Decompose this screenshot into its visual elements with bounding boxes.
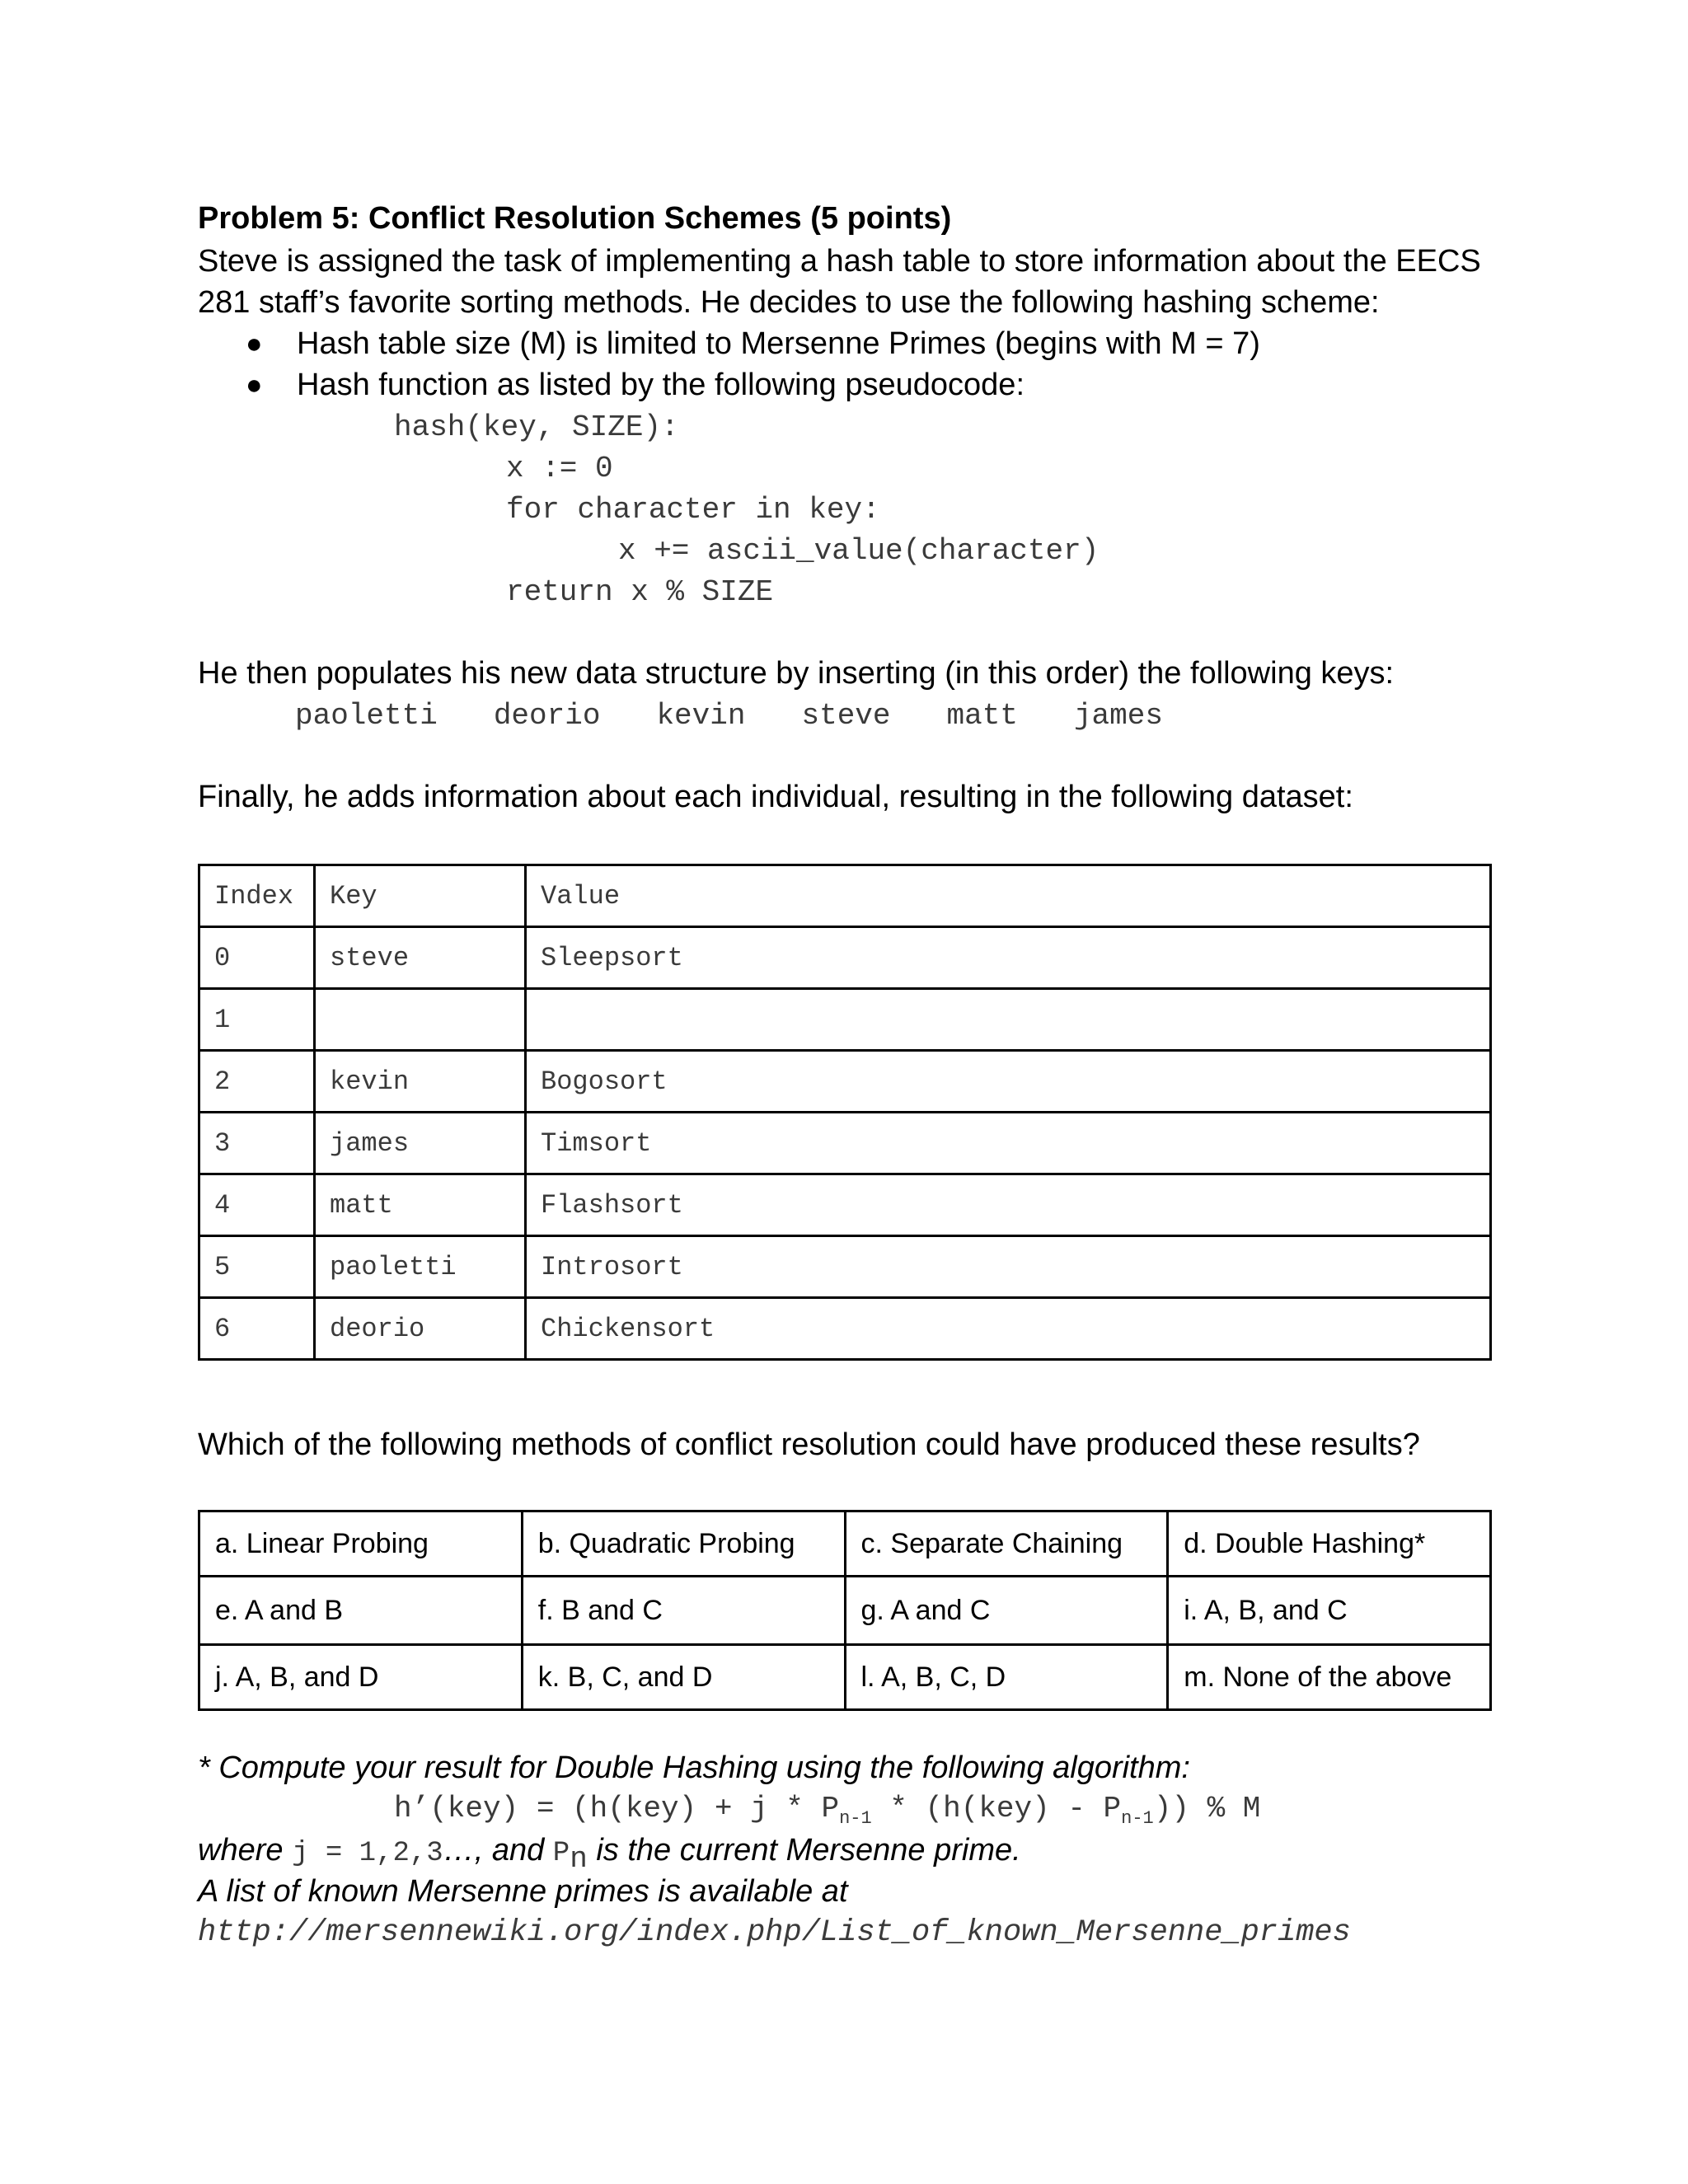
cell-index: 2 bbox=[199, 1051, 315, 1113]
header-index: Index bbox=[199, 865, 315, 927]
formula-subscript-1: n-1 bbox=[839, 1808, 872, 1829]
cell-index: 5 bbox=[199, 1236, 315, 1298]
code-line-return: return x % SIZE bbox=[506, 575, 774, 609]
code-line-init: x := 0 bbox=[506, 452, 613, 485]
cell-value: Introsort bbox=[526, 1236, 1491, 1298]
cell-value: Chickensort bbox=[526, 1298, 1491, 1360]
option-i[interactable]: i. A, B, and C bbox=[1168, 1577, 1491, 1645]
cell-index: 1 bbox=[199, 989, 315, 1051]
key-james: james bbox=[1073, 699, 1163, 733]
option-d[interactable]: d. Double Hashing* bbox=[1168, 1511, 1491, 1577]
cell-key: deorio bbox=[315, 1298, 526, 1360]
key-steve: steve bbox=[801, 699, 891, 733]
option-j[interactable]: j. A, B, and D bbox=[199, 1645, 523, 1710]
cell-index: 4 bbox=[199, 1174, 315, 1236]
finally-text: Finally, he adds information about each individual, resulting in the following dataset: bbox=[198, 780, 1353, 814]
options-row bbox=[199, 1577, 1491, 1645]
table-row bbox=[199, 1113, 1491, 1174]
cell-index: 3 bbox=[199, 1113, 315, 1174]
intro-line-2: 281 staff’s favorite sorting methods. He decides to use the following hashing scheme: bbox=[198, 285, 1380, 320]
option-e[interactable]: e. A and B bbox=[199, 1577, 523, 1645]
cell-key: steve bbox=[315, 927, 526, 989]
table-row bbox=[199, 1051, 1491, 1113]
where-and: …, and bbox=[443, 1833, 553, 1868]
cell-key: matt bbox=[315, 1174, 526, 1236]
code-line-signature: hash(key, SIZE): bbox=[394, 410, 679, 444]
key-deorio: deorio bbox=[493, 699, 601, 733]
option-c[interactable]: c. Separate Chaining bbox=[845, 1511, 1168, 1577]
cell-index: 6 bbox=[199, 1298, 315, 1360]
key-matt: matt bbox=[946, 699, 1018, 733]
problem-title: Problem 5: Conflict Resolution Schemes (5 points) bbox=[198, 201, 952, 236]
cell-value: Bogosort bbox=[526, 1051, 1491, 1113]
cell-key bbox=[315, 989, 526, 1051]
option-a[interactable]: a. Linear Probing bbox=[199, 1511, 523, 1577]
table-row bbox=[199, 1174, 1491, 1236]
code-line-accumulate: x += ascii_value(character) bbox=[618, 534, 1100, 568]
j-expression: j = 1,2,3 bbox=[292, 1838, 443, 1869]
cell-value: Sleepsort bbox=[526, 927, 1491, 989]
cell-key: paoletti bbox=[315, 1236, 526, 1298]
key-kevin: kevin bbox=[656, 699, 746, 733]
inserted-keys bbox=[295, 696, 1163, 737]
option-f[interactable]: f. B and C bbox=[522, 1577, 845, 1645]
formula-part-2: * (h(key) - P bbox=[871, 1792, 1122, 1825]
where-word: where bbox=[198, 1833, 293, 1868]
formula-part-3: )) % M bbox=[1153, 1792, 1261, 1825]
cell-value bbox=[526, 989, 1491, 1051]
bullet-item-hash-function: Hash function as listed by the following pseudocode: bbox=[297, 368, 1025, 402]
question-text: Which of the following methods of conflict resolution could have produced these results? bbox=[198, 1427, 1420, 1462]
table-row bbox=[199, 1298, 1491, 1360]
formula-part-1: h’(key) = (h(key) + j * P bbox=[394, 1792, 840, 1825]
option-l[interactable]: l. A, B, C, D bbox=[845, 1645, 1168, 1710]
bullet-item-table-size: Hash table size (M) is limited to Mersenne Primes (begins with M = 7) bbox=[297, 326, 1260, 361]
p-subscript: n bbox=[570, 1842, 588, 1876]
footnote-intro: * Compute your result for Double Hashing using the following algorithm: bbox=[198, 1750, 1190, 1785]
table-header-row bbox=[199, 865, 1491, 927]
formula-subscript-2: n-1 bbox=[1121, 1808, 1154, 1829]
code-line-loop: for character in key: bbox=[506, 493, 880, 527]
cell-value: Timsort bbox=[526, 1113, 1491, 1174]
table-row bbox=[199, 927, 1491, 989]
option-b[interactable]: b. Quadratic Probing bbox=[522, 1511, 845, 1577]
footnote-list-text: A list of known Mersenne primes is available at bbox=[198, 1874, 848, 1909]
header-value: Value bbox=[526, 865, 1491, 927]
cell-key: james bbox=[315, 1113, 526, 1174]
double-hash-formula bbox=[394, 1788, 1260, 1830]
options-row bbox=[199, 1645, 1491, 1710]
p-symbol: P bbox=[552, 1838, 570, 1869]
dataset-table bbox=[198, 864, 1492, 1361]
key-paoletti: paoletti bbox=[295, 699, 438, 733]
table-row bbox=[199, 989, 1491, 1051]
option-k[interactable]: k. B, C, and D bbox=[522, 1645, 845, 1710]
header-key: Key bbox=[315, 865, 526, 927]
intro-line-1: Steve is assigned the task of implementing a hash table to store information about the EECS bbox=[198, 244, 1481, 279]
mersenne-link[interactable]: http://mersennewiki.org/index.php/List_of_known_Mersenne_primes bbox=[198, 1915, 1351, 1950]
cell-value: Flashsort bbox=[526, 1174, 1491, 1236]
bullet-icon: ● bbox=[246, 369, 263, 401]
answer-options-table bbox=[198, 1510, 1492, 1711]
options-row bbox=[199, 1511, 1491, 1577]
cell-key: kevin bbox=[315, 1051, 526, 1113]
option-g[interactable]: g. A and C bbox=[845, 1577, 1168, 1645]
bullet-icon: ● bbox=[246, 328, 263, 359]
option-m[interactable]: m. None of the above bbox=[1168, 1645, 1491, 1710]
where-rest: is the current Mersenne prime. bbox=[587, 1833, 1021, 1868]
cell-index: 0 bbox=[199, 927, 315, 989]
table-row bbox=[199, 1236, 1491, 1298]
populate-text: He then populates his new data structure by inserting (in this order) the following keys: bbox=[198, 656, 1395, 691]
